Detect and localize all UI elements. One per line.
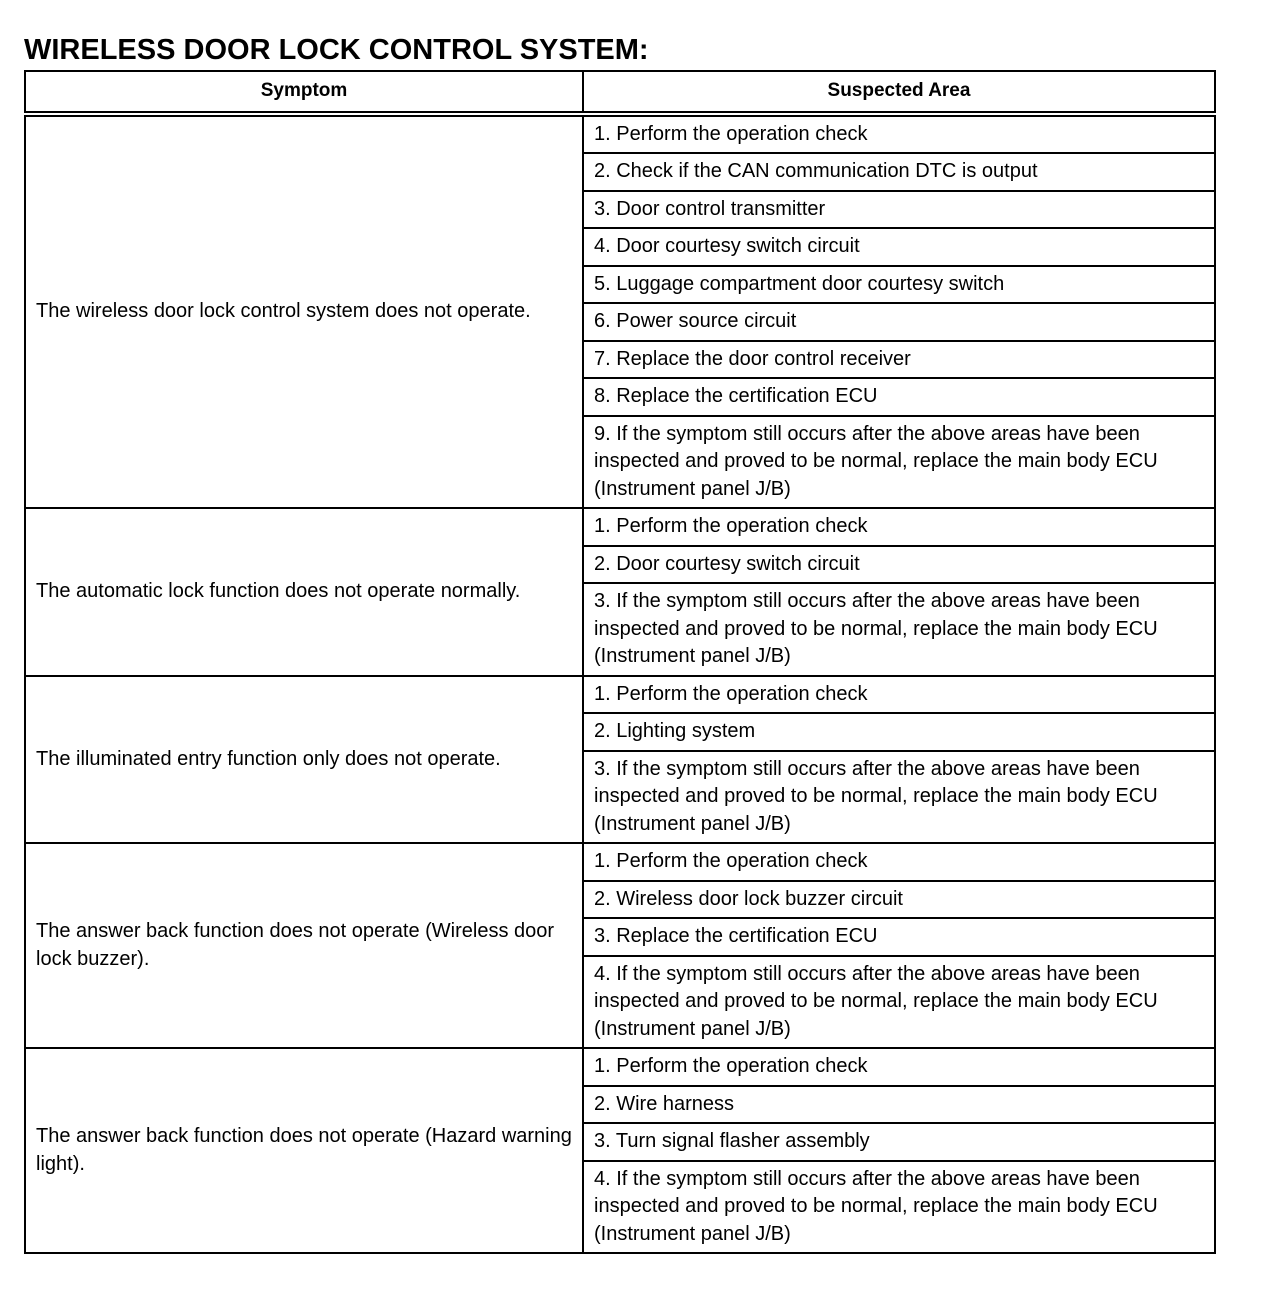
suspected-area-cell: 8. Replace the certification ECU: [583, 378, 1215, 416]
suspected-area-cell: 3. If the symptom still occurs after the above areas have been inspected and proved to be normal, replace the main body ECU (Instrument panel J/B): [583, 751, 1215, 844]
symptom-cell: The answer back function does not operate (Hazard warning light).: [25, 1048, 583, 1253]
page-title: WIRELESS DOOR LOCK CONTROL SYSTEM:: [24, 34, 649, 66]
diagnosis-table: [24, 70, 1216, 1254]
suspected-area-cell: 1. Perform the operation check: [583, 676, 1215, 714]
suspected-area-cell: 5. Luggage compartment door courtesy switch: [583, 266, 1215, 304]
table-header-row: [25, 71, 1215, 114]
suspected-area-cell: 9. If the symptom still occurs after the above areas have been inspected and proved to be normal, replace the main body ECU (Instrument panel J/B): [583, 416, 1215, 509]
suspected-area-cell: 2. Wireless door lock buzzer circuit: [583, 881, 1215, 919]
suspected-area-cell: 6. Power source circuit: [583, 303, 1215, 341]
suspected-area-cell: 3. Turn signal flasher assembly: [583, 1123, 1215, 1161]
suspected-area-cell: 3. If the symptom still occurs after the above areas have been inspected and proved to be normal, replace the main body ECU (Instrument panel J/B): [583, 583, 1215, 676]
suspected-area-cell: 2. Lighting system: [583, 713, 1215, 751]
symptom-cell: The wireless door lock control system does not operate.: [25, 114, 583, 509]
suspected-area-cell: 4. If the symptom still occurs after the above areas have been inspected and proved to be normal, replace the main body ECU (Instrument panel J/B): [583, 956, 1215, 1049]
suspected-area-cell: 4. Door courtesy switch circuit: [583, 228, 1215, 266]
suspected-area-cell: 4. If the symptom still occurs after the above areas have been inspected and proved to be normal, replace the main body ECU (Instrument panel J/B): [583, 1161, 1215, 1254]
table-row: [25, 114, 1215, 154]
symptom-cell: The automatic lock function does not operate normally.: [25, 508, 583, 676]
suspected-area-cell: 1. Perform the operation check: [583, 508, 1215, 546]
suspected-area-cell: 1. Perform the operation check: [583, 114, 1215, 154]
symptom-cell: The illuminated entry function only does not operate.: [25, 676, 583, 844]
table-row: [25, 1048, 1215, 1086]
suspected-area-cell: 3. Replace the certification ECU: [583, 918, 1215, 956]
header-symptom: Symptom: [25, 71, 583, 114]
header-suspected-area: Suspected Area: [583, 71, 1215, 114]
suspected-area-cell: 3. Door control transmitter: [583, 191, 1215, 229]
table-row: [25, 843, 1215, 881]
diagnosis-table-container: [24, 70, 1214, 1254]
table-row: [25, 508, 1215, 546]
suspected-area-cell: 7. Replace the door control receiver: [583, 341, 1215, 379]
suspected-area-cell: 2. Check if the CAN communication DTC is output: [583, 153, 1215, 191]
suspected-area-cell: 2. Door courtesy switch circuit: [583, 546, 1215, 584]
suspected-area-cell: 1. Perform the operation check: [583, 1048, 1215, 1086]
table-row: [25, 676, 1215, 714]
suspected-area-cell: 1. Perform the operation check: [583, 843, 1215, 881]
symptom-cell: The answer back function does not operate (Wireless door lock buzzer).: [25, 843, 583, 1048]
table-body: [25, 114, 1215, 1254]
suspected-area-cell: 2. Wire harness: [583, 1086, 1215, 1124]
